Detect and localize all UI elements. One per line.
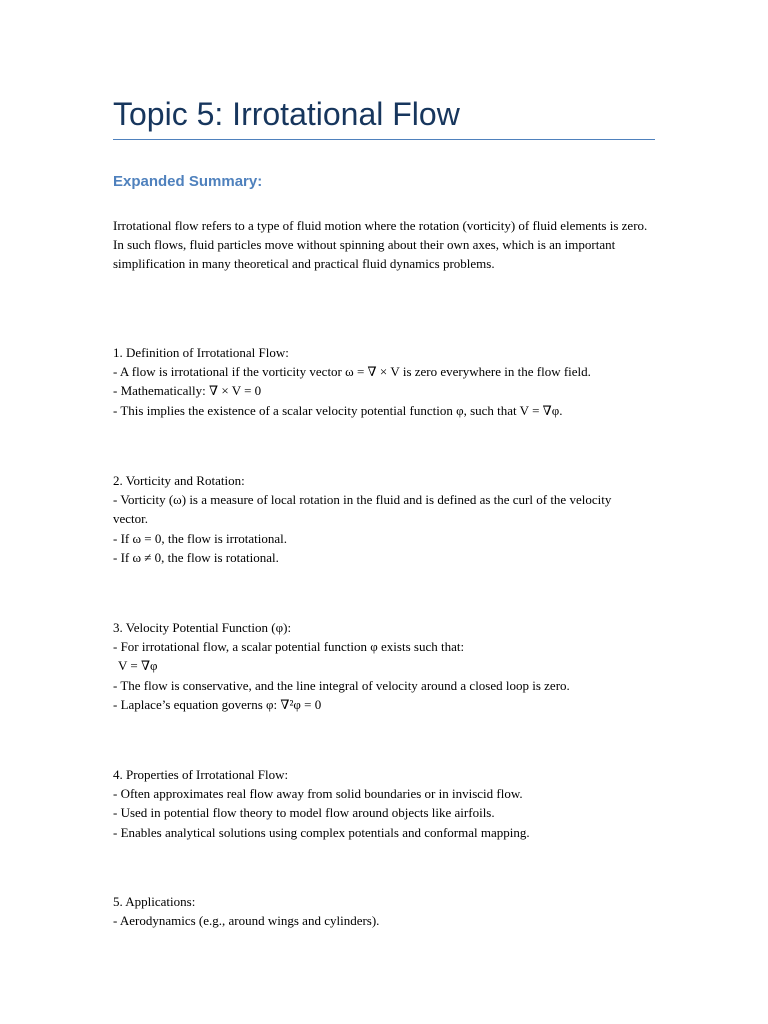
section-properties — [113, 765, 673, 842]
section-vorticity — [113, 471, 673, 567]
section-line: - Used in potential flow theory to model flow around objects like airfoils. — [113, 805, 495, 821]
section-line: - Laplace’s equation governs φ: ∇²φ = 0 — [113, 696, 322, 712]
intro-paragraph: Irrotational flow refers to a type of fluid motion where the rotation (vorticity) of fluid elements is zero. In such flows, fluid particles move without spinning about their own axes, which is an important simplification in many theoretical and practical fluid dynamics problems. — [113, 218, 648, 272]
section-line: - This implies the existence of a scalar velocity potential function φ, such that V = ∇φ. — [113, 402, 563, 418]
section-heading: 3. Velocity Potential Function (φ): — [113, 620, 292, 635]
section-applications — [113, 892, 673, 930]
document-title: Topic 5: Irrotational Flow — [113, 96, 460, 132]
section-line: - Vorticity (ω) is a measure of local rotation in the fluid and is defined as the curl of the velocity vector. — [113, 492, 612, 527]
section-line: - Aerodynamics (e.g., around wings and cylinders). — [113, 913, 380, 929]
section-heading: 5. Applications: — [113, 894, 196, 909]
section-line: - Often approximates real flow away from solid boundaries or in inviscid flow. — [113, 786, 523, 802]
section-velocity-potential — [113, 618, 673, 714]
equation-line: V = ∇φ — [118, 658, 158, 674]
expanded-summary-heading: Expanded Summary: — [113, 173, 263, 190]
section-definition — [113, 343, 673, 420]
section-heading: 1. Definition of Irrotational Flow: — [113, 345, 289, 360]
title-underline — [113, 139, 655, 140]
section-line: - If ω ≠ 0, the flow is rotational. — [113, 549, 279, 565]
section-line: - For irrotational flow, a scalar potential function φ exists such that: — [113, 639, 465, 655]
section-line: - Enables analytical solutions using complex potentials and conformal mapping. — [113, 824, 530, 840]
section-line: - If ω = 0, the flow is irrotational. — [113, 530, 288, 546]
section-line: - Mathematically: ∇ × V = 0 — [113, 383, 262, 399]
section-heading: 4. Properties of Irrotational Flow: — [113, 767, 289, 782]
section-heading: 2. Vorticity and Rotation: — [113, 473, 245, 488]
section-line: - The flow is conservative, and the line integral of velocity around a closed loop is zero. — [113, 677, 570, 693]
section-line: - A flow is irrotational if the vorticity vector ω = ∇ × V is zero everywhere in the flow field. — [113, 364, 591, 380]
